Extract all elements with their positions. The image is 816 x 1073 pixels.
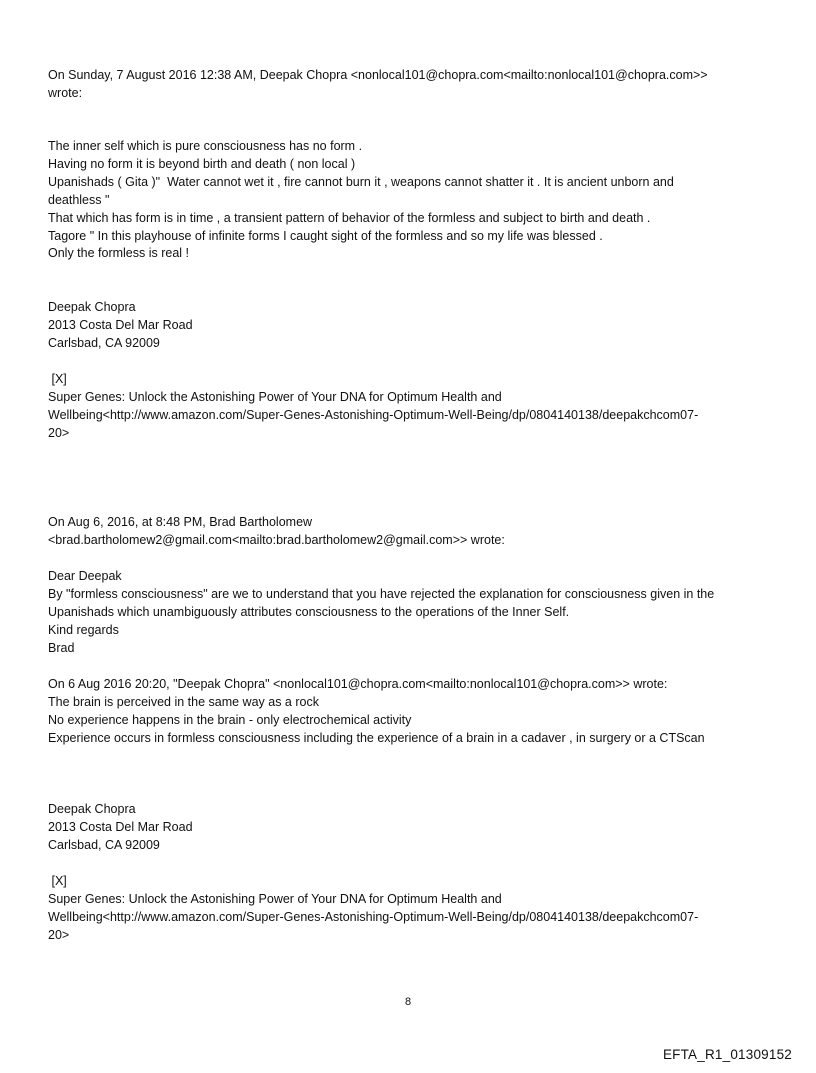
email1-body-line-4: deathless " — [48, 192, 110, 207]
signature-street: 2013 Costa Del Mar Road — [48, 819, 193, 834]
email3-body-line-2: No experience happens in the brain - only electrochemical activity — [48, 712, 412, 727]
email1-body-line-5: That which has form is in time , a transient pattern of behavior of the formless and subject to birth and death . — [48, 210, 651, 225]
book-link[interactable]: Wellbeing<http://www.amazon.com/Super-Genes-Astonishing-Optimum-Well-Being/dp/0804140138/deepakchcom07- — [48, 909, 699, 924]
book-link-continued[interactable]: 20> — [48, 927, 70, 942]
email2-body-line-3: Upanishads which unambiguously attributes consciousness to the operations of the Inner Self. — [48, 604, 570, 619]
book-title: Super Genes: Unlock the Astonishing Power of Your DNA for Optimum Health and — [48, 891, 502, 906]
book-link[interactable]: Wellbeing<http://www.amazon.com/Super-Genes-Astonishing-Optimum-Well-Being/dp/0804140138/deepakchcom07- — [48, 407, 699, 422]
signature-name: Deepak Chopra — [48, 300, 136, 314]
email1-body-line-2: Having no form it is beyond birth and death ( non local ) — [48, 156, 356, 171]
email1-signature — [48, 299, 776, 353]
email1-body-line-1: The inner self which is pure consciousness has no form . — [48, 139, 363, 153]
email2-body-line-5: Brad — [48, 640, 75, 655]
document-id: EFTA_R1_01309152 — [662, 1047, 792, 1062]
signature-city: Carlsbad, CA 92009 — [48, 837, 160, 852]
email3-body-line-1: The brain is perceived in the same way as a rock — [48, 694, 319, 709]
email3-header-line-1: On 6 Aug 2016 20:20, "Deepak Chopra" <nonlocal101@chopra.com<mailto:nonlocal101@chopra.com>> wrote: — [48, 677, 668, 691]
email1-header-line-1: On Sunday, 7 August 2016 12:38 AM, Deepak Chopra <nonlocal101@chopra.com<mailto:nonlocal101@chopra.com>> — [48, 68, 708, 82]
email2-header-line-1: On Aug 6, 2016, at 8:48 PM, Brad Bartholomew — [48, 515, 313, 529]
book-link-continued[interactable]: 20> — [48, 425, 70, 440]
email1-header — [48, 67, 776, 103]
page-number: 8 — [404, 996, 412, 1008]
email1-header-line-2: wrote: — [48, 85, 83, 100]
broken-image-placeholder: [X] — [48, 874, 67, 888]
book-title: Super Genes: Unlock the Astonishing Power of Your DNA for Optimum Health and — [48, 389, 502, 404]
email1-body-line-3: Upanishads ( Gita )" Water cannot wet it , fire cannot burn it , weapons cannot shatter it . It is ancient unborn and — [48, 174, 674, 189]
email2-header — [48, 514, 776, 550]
email1-body — [48, 138, 776, 263]
email3-signature — [48, 801, 776, 855]
broken-image-placeholder: [X] — [48, 372, 67, 386]
email2-body-line-4: Kind regards — [48, 622, 119, 637]
email2-body-line-2: By "formless consciousness" are we to understand that you have rejected the explanation for consciousness given in the — [48, 586, 715, 601]
email2-body-line-1: Dear Deepak — [48, 569, 122, 583]
signature-name: Deepak Chopra — [48, 802, 136, 816]
email3-header — [48, 676, 776, 748]
email2-header-line-2: <brad.bartholomew2@gmail.com<mailto:brad.bartholomew2@gmail.com>> wrote: — [48, 532, 505, 547]
signature-city: Carlsbad, CA 92009 — [48, 335, 160, 350]
email3-body-line-3: Experience occurs in formless consciousness including the experience of a brain in a cadaver , in surgery or a CTScan — [48, 730, 705, 745]
email1-book-promo — [48, 371, 776, 443]
email1-body-line-6: Tagore " In this playhouse of infinite forms I caught sight of the formless and so my life was blessed . — [48, 228, 603, 243]
email3-book-promo — [48, 873, 776, 945]
email2-body — [48, 568, 776, 658]
signature-street: 2013 Costa Del Mar Road — [48, 317, 193, 332]
email1-body-line-7: Only the formless is real ! — [48, 246, 190, 261]
